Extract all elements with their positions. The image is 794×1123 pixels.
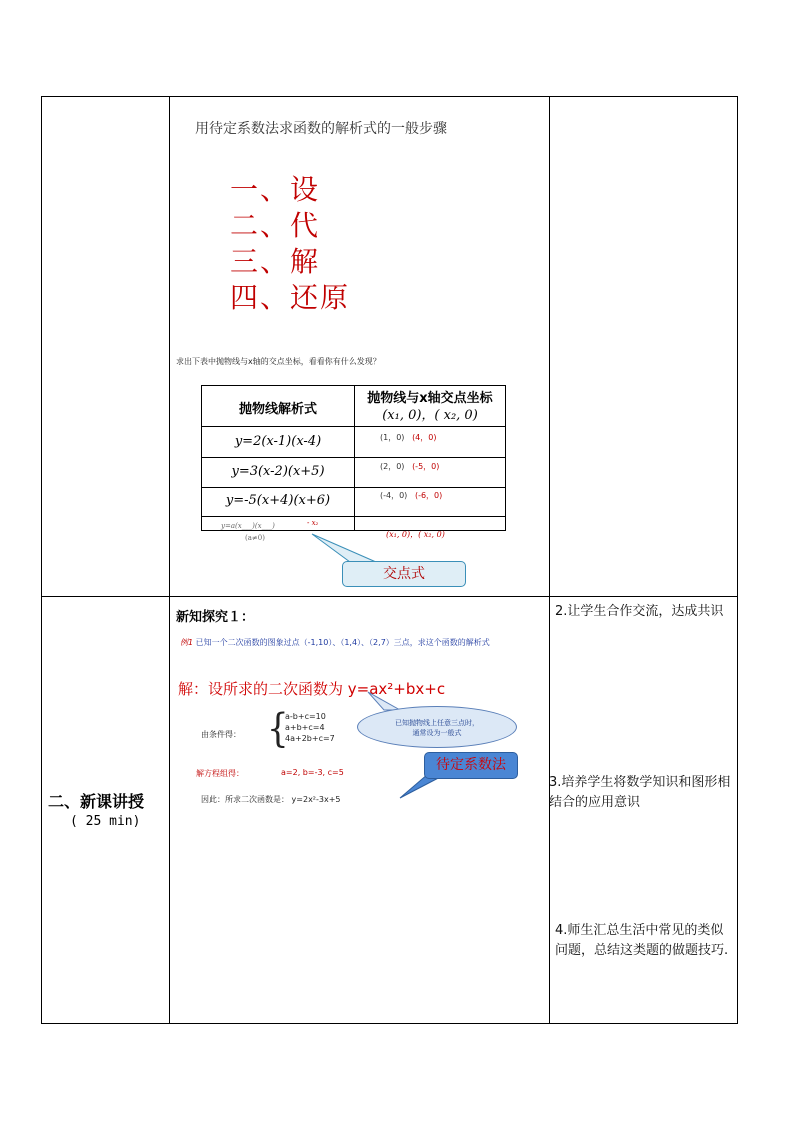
example-body: 已知一个二次函数的图象过点（-1,10）、（1,4）、（2,7）三点，求这个函数的解析式 <box>195 638 490 647</box>
hint-line-1: 已知抛物线上任意三点时， <box>395 719 479 727</box>
example-label: 例1 <box>180 638 194 647</box>
general-x2: - x₂ <box>307 519 319 527</box>
steps-title: 用待定系数法求函数的解析式的一般步骤 <box>195 121 447 137</box>
callout-intersection-form: 交点式 <box>342 561 466 587</box>
column-divider-1 <box>169 96 170 1024</box>
step-3: 三、解 <box>230 245 321 278</box>
teaching-note-3: 3.培养学生将数学知识和图形相结合的应用意识 <box>549 775 731 810</box>
header-intersection-line1: 抛物线与x轴交点坐标 <box>367 391 493 406</box>
root-2: (4，0) <box>412 433 437 442</box>
question-text: 求出下表中抛物线与x轴的交点坐标，看看你有什么发现？ <box>176 357 381 366</box>
condition-eq-3: 4a+2b+c=7 <box>285 734 335 743</box>
condition-eq-2: a+b+c=4 <box>285 723 325 732</box>
root-1: (-4，0) <box>380 491 408 500</box>
step-4: 四、还原 <box>230 281 351 314</box>
step-2: 二、代 <box>230 209 321 242</box>
new-knowledge-title: 新知探究１： <box>176 610 255 625</box>
root-2: (-6，0) <box>414 491 443 500</box>
header-equation: 抛物线解析式 <box>238 402 317 417</box>
teaching-note-2: 2.让学生合作交流，达成共识 <box>555 604 724 619</box>
table-row-equation: y=-5(x+4)(x+6) <box>225 493 331 508</box>
table-row-equation: y=3(x-2)(x+5) <box>231 464 325 479</box>
callout-pointer <box>310 532 390 564</box>
callout-method: 待定系数法 <box>424 752 518 779</box>
hint-bubble <box>357 706 517 748</box>
solution-line: 解：设所求的二次函数为 y=ax²+bx+c <box>178 680 446 698</box>
column-divider-2 <box>549 96 550 1024</box>
table-row-equation: y=2(x-1)(x-4) <box>234 434 322 449</box>
condition-eq-1: a-b+c=10 <box>285 712 326 721</box>
general-equation: y=a(x___)(x___) <box>221 522 275 530</box>
solve-values: a=2, b=-3, c=5 <box>281 768 344 777</box>
section-time: ( 25 min) <box>70 814 141 829</box>
hint-line-2: 通常设为一般式 <box>412 729 462 737</box>
general-roots: (x₁, 0)，( x₂, 0) <box>386 530 445 539</box>
example-text <box>180 637 490 648</box>
brace-icon: { <box>267 706 289 752</box>
condition-label: 由条件得： <box>201 730 241 739</box>
parabola-table-general-row <box>201 385 506 542</box>
general-condition: (a≠0) <box>245 534 265 542</box>
section-label: 二、新课讲授 <box>48 792 145 811</box>
solve-label: 解方程组得： <box>196 769 244 778</box>
header-intersection-line2: (x₁, 0)，( x₂, 0) <box>382 408 478 423</box>
root-1: (2，0) <box>380 462 405 471</box>
result-line: 因此：所求二次函数是： y=2x²-3x+5 <box>201 795 341 804</box>
teaching-note-4: 4.师生汇总生活中常见的类似问题，总结这类题的做题技巧. <box>555 923 729 958</box>
root-1: (1，0) <box>380 433 405 442</box>
step-1: 一、设 <box>230 173 321 206</box>
row-divider <box>41 596 738 597</box>
root-2: (-5，0) <box>412 462 440 471</box>
